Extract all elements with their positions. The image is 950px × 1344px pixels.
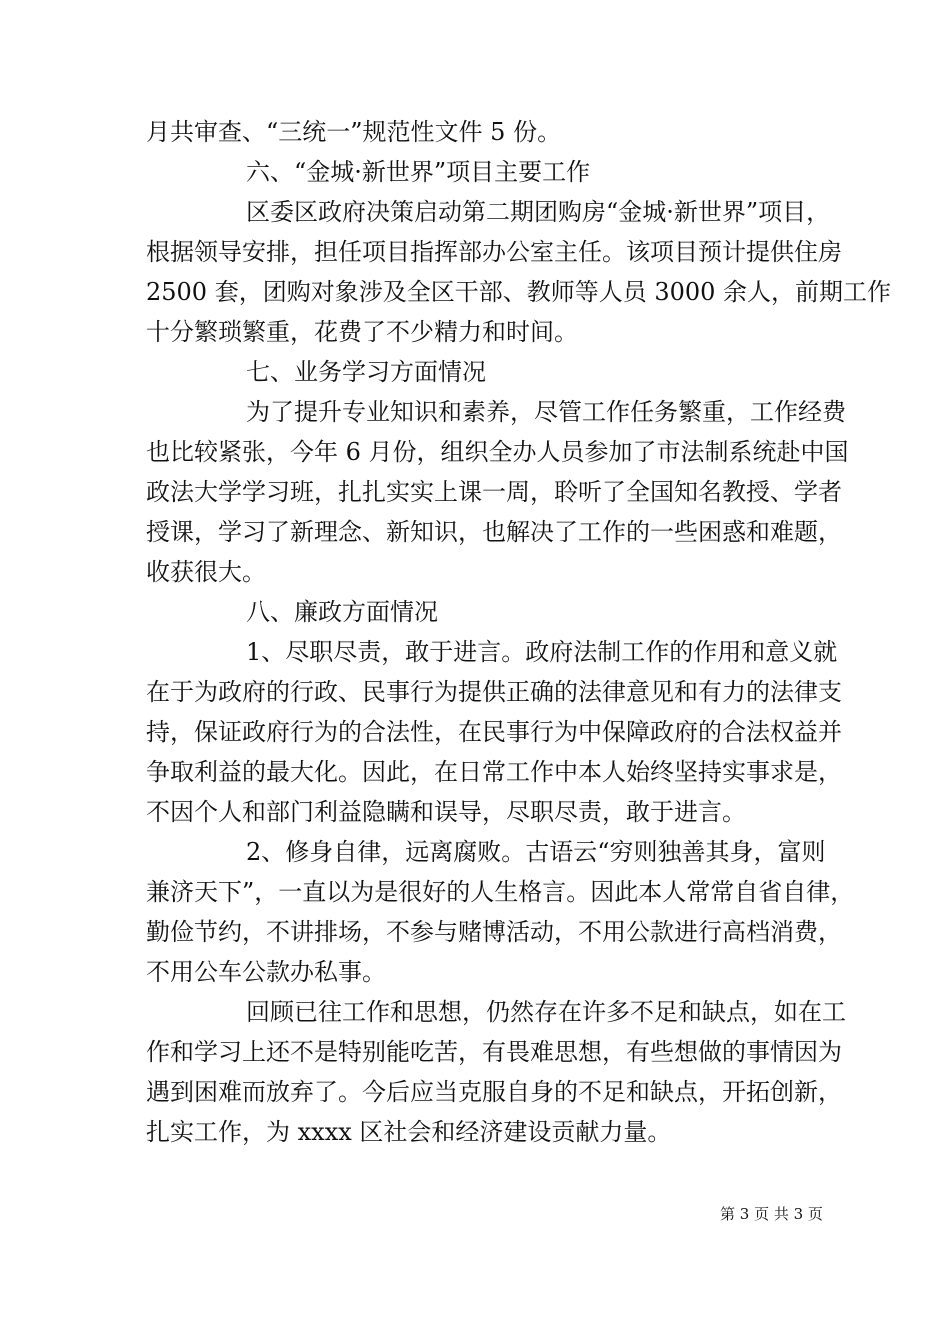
section-heading-6: 六、“金城·新世界”项目主要工作 — [246, 158, 591, 186]
paragraph-line: 在于为政府的行政、民事行为提供正确的法律意见和有力的法律支 — [146, 678, 842, 706]
paragraph-line: 区委区政府决策启动第二期团购房“金城·新世界”项目， — [246, 198, 831, 226]
paragraph-line: 扎实工作，为 xxxx 区社会和经济建设贡献力量。 — [146, 1118, 672, 1146]
paragraph-line: 勤俭节约，不讲排场，不参与赌博活动，不用公款进行高档消费， — [146, 918, 842, 946]
paragraph-line: 十分繁琐繁重，花费了不少精力和时间。 — [146, 318, 578, 346]
paragraph-line: 回顾已往工作和思想，仍然存在许多不足和缺点，如在工 — [246, 998, 846, 1026]
section-heading-7: 七、业务学习方面情况 — [246, 358, 486, 386]
paragraph-line: 不用公车公款办私事。 — [146, 958, 386, 986]
paragraph-line: 1、尽职尽责，敢于进言。政府法制工作的作用和意义就 — [246, 638, 838, 666]
paragraph-line: 兼济天下”，一直以为是很好的人生格言。因此本人常常自省自律， — [146, 878, 855, 906]
paragraph-line: 根据领导安排，担任项目指挥部办公室主任。该项目预计提供住房 — [146, 238, 842, 266]
document-body — [146, 112, 892, 1152]
paragraph-line: 争取利益的最大化。因此，在日常工作中本人始终坚持实事求是， — [146, 758, 842, 786]
paragraph-line: 收获很大。 — [146, 558, 266, 586]
paragraph-line: 授课，学习了新理念、新知识，也解决了工作的一些困惑和难题， — [146, 518, 842, 546]
paragraph-line: 持，保证政府行为的合法性，在民事行为中保障政府的合法权益并 — [146, 718, 842, 746]
paragraph-line: 政法大学学习班，扎扎实实上课一周，聆听了全国知名教授、学者 — [146, 478, 842, 506]
paragraph-line: 2、修身自律，远离腐败。古语云“穷则独善其身，富则 — [246, 838, 826, 866]
paragraph-line: 为了提升专业知识和素养，尽管工作任务繁重，工作经费 — [246, 398, 846, 426]
paragraph-line: 也比较紧张，今年 6 月份，组织全办人员参加了市法制系统赴中国 — [146, 438, 849, 466]
section-heading-8: 八、廉政方面情况 — [246, 598, 438, 626]
paragraph-line: 月共审查、“三统一”规范性文件 5 份。 — [146, 118, 562, 146]
paragraph-line: 2500 套，团购对象涉及全区干部、教师等人员 3000 余人，前期工作 — [146, 278, 892, 306]
paragraph-line: 不因个人和部门利益隐瞒和误导，尽职尽责，敢于进言。 — [146, 798, 746, 826]
page-number: 第 3 页 共 3 页 — [720, 1205, 823, 1223]
paragraph-line: 作和学习上还不是特别能吃苦，有畏难思想，有些想做的事情因为 — [146, 1038, 842, 1066]
paragraph-line: 遇到困难而放弃了。今后应当克服自身的不足和缺点，开拓创新， — [146, 1078, 842, 1106]
